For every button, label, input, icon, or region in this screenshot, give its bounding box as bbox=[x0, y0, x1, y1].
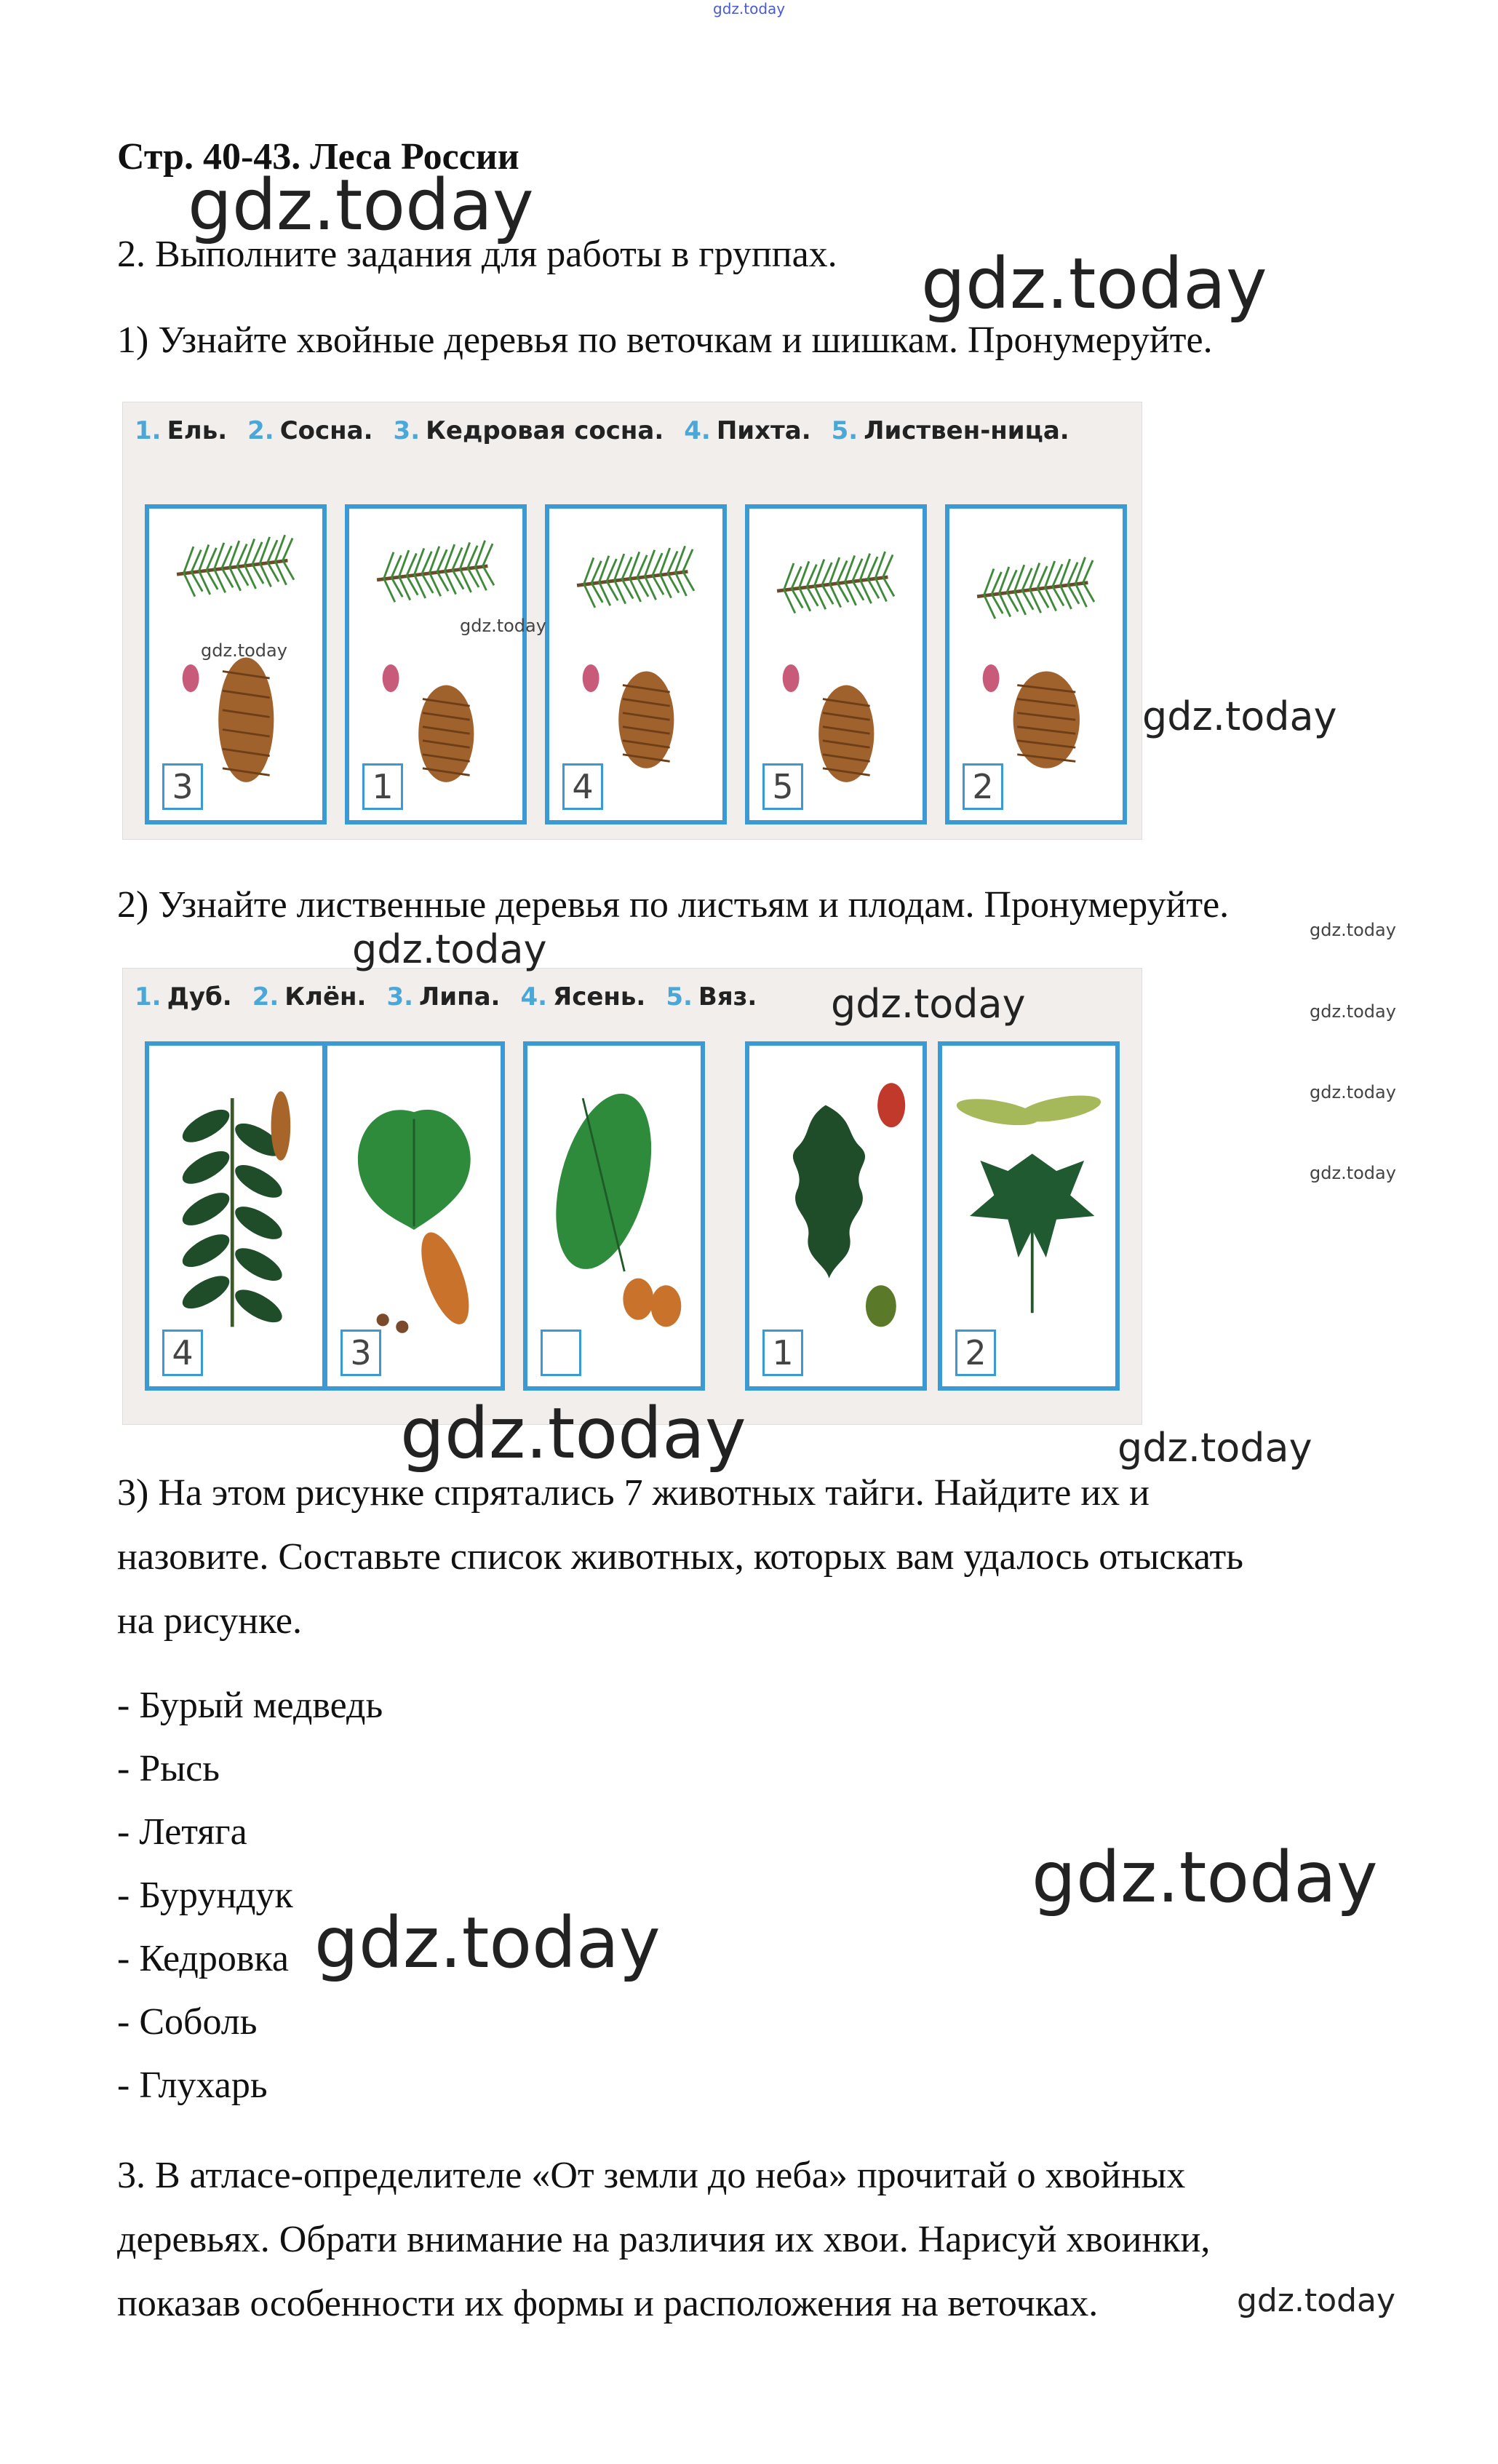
task2-q2: 2) Узнайте лиственные деревья по листьям и плодам. Пронумеруйте. bbox=[117, 884, 1230, 926]
legend-item bbox=[252, 982, 367, 1012]
legend-label: Листвен-ница. bbox=[864, 416, 1069, 445]
branch-icon bbox=[577, 546, 694, 608]
legend-label: Ель. bbox=[167, 416, 228, 445]
conifer-card bbox=[745, 504, 927, 824]
cone-icon bbox=[583, 664, 674, 768]
deciduous-card bbox=[523, 1041, 705, 1391]
watermark: gdz.today bbox=[1117, 1425, 1312, 1471]
task3-line-1: 3. В атласе-определителе «От земли до неба» прочитай о хвойных bbox=[117, 2155, 1186, 2196]
watermark: gdz.today bbox=[314, 1902, 661, 1984]
legend-number: 3. bbox=[393, 416, 421, 445]
legend-item bbox=[135, 982, 232, 1012]
page-title: Стр. 40-43. Леса России bbox=[117, 136, 519, 178]
conifer-figure bbox=[122, 402, 1142, 840]
branch-icon bbox=[977, 557, 1094, 619]
legend-item bbox=[135, 416, 227, 445]
task2-q3-line-3: на рисунке. bbox=[117, 1600, 303, 1642]
card-number-box: 1 bbox=[762, 1330, 803, 1376]
watermark: gdz.today bbox=[1310, 1001, 1396, 1022]
watermark: gdz.today bbox=[1310, 1163, 1396, 1183]
cone-icon bbox=[983, 664, 1080, 768]
list-item: - Кедровка bbox=[117, 1938, 289, 1979]
task3-line-2: деревьях. Обрати внимание на различия их хвои. Нарисуй хвоинки, bbox=[117, 2219, 1211, 2260]
legend-label: Клён. bbox=[284, 982, 367, 1012]
legend-label: Дуб. bbox=[167, 982, 232, 1012]
list-item: - Соболь bbox=[117, 2001, 258, 2043]
list-item: - Рысь bbox=[117, 1748, 220, 1789]
card-number-box: 5 bbox=[762, 763, 803, 810]
legend-number: 4. bbox=[520, 982, 548, 1012]
legend-number: 4. bbox=[684, 416, 711, 445]
legend-label: Ясень. bbox=[553, 982, 646, 1012]
branch-icon bbox=[177, 535, 294, 597]
legend-label: Липа. bbox=[419, 982, 501, 1012]
card-number-box: 2 bbox=[963, 763, 1003, 810]
conifer-card bbox=[545, 504, 727, 824]
card-number-box: 3 bbox=[340, 1330, 381, 1376]
list-item: - Бурый медведь bbox=[117, 1685, 383, 1726]
task3-line-3: показав особенности их формы и расположения на веточках. bbox=[117, 2283, 1099, 2324]
watermark: gdz.today bbox=[921, 243, 1267, 325]
legend-item bbox=[247, 416, 372, 445]
legend-label: Пихта. bbox=[716, 416, 811, 445]
deciduous-card bbox=[745, 1041, 927, 1391]
card-number-box: 4 bbox=[562, 763, 603, 810]
card-number-box: 4 bbox=[162, 1330, 203, 1376]
legend-label: Сосна. bbox=[279, 416, 373, 445]
legend-number: 1. bbox=[135, 416, 162, 445]
branch-icon bbox=[777, 552, 894, 613]
leaf-icon bbox=[793, 1083, 905, 1327]
card-number-box: 3 bbox=[162, 763, 203, 810]
watermark: gdz.today bbox=[352, 926, 547, 972]
conifer-card bbox=[145, 504, 327, 824]
list-item: - Летяга bbox=[117, 1811, 247, 1853]
watermark: gdz.today bbox=[1142, 694, 1337, 739]
task2-intro: 2. Выполните задания для работы в группах. bbox=[117, 234, 837, 275]
conifer-card bbox=[945, 504, 1127, 824]
legend-number: 1. bbox=[135, 982, 162, 1012]
legend-item bbox=[520, 982, 645, 1012]
branch-icon bbox=[377, 541, 494, 603]
list-item: - Бурундук bbox=[117, 1875, 293, 1916]
watermark: gdz.today bbox=[831, 981, 1026, 1027]
legend-number: 3. bbox=[386, 982, 414, 1012]
task2-q1: 1) Узнайте хвойные деревья по веточкам и шишкам. Пронумеруйте. bbox=[117, 319, 1213, 361]
legend-item bbox=[832, 416, 1069, 445]
watermark: gdz.today bbox=[1310, 1082, 1396, 1102]
watermark: gdz.today bbox=[400, 1393, 746, 1474]
watermark: gdz.today bbox=[201, 640, 287, 661]
legend-item bbox=[386, 982, 500, 1012]
task2-q3-line-2: назовите. Составьте список животных, которых вам удалось отыскать bbox=[117, 1536, 1243, 1578]
watermark: gdz.today bbox=[1032, 1837, 1378, 1918]
card-number-box bbox=[541, 1330, 581, 1376]
conifer-card bbox=[345, 504, 527, 824]
legend-number: 2. bbox=[252, 982, 279, 1012]
deciduous-card bbox=[323, 1041, 505, 1391]
legend-label: Вяз. bbox=[698, 982, 757, 1012]
leaf-icon bbox=[178, 1092, 290, 1329]
legend-number: 5. bbox=[831, 416, 858, 445]
list-item: - Глухарь bbox=[117, 2064, 268, 2106]
watermark: gdz.today bbox=[1237, 2282, 1396, 2319]
card-number-box: 1 bbox=[362, 763, 403, 810]
legend-number: 5. bbox=[666, 982, 693, 1012]
watermark: gdz.today bbox=[460, 616, 546, 636]
leaf-icon bbox=[539, 1084, 682, 1327]
legend-label: Кедровая сосна. bbox=[426, 416, 664, 445]
leaf-icon bbox=[955, 1091, 1102, 1314]
leaf-icon bbox=[358, 1110, 479, 1333]
card-number-box: 2 bbox=[955, 1330, 996, 1376]
deciduous-card bbox=[938, 1041, 1120, 1391]
watermark: gdz.today bbox=[1310, 920, 1396, 940]
top-watermark: gdz.today bbox=[713, 0, 786, 17]
conifer-legend bbox=[135, 413, 1130, 449]
watermark: gdz.today bbox=[188, 164, 534, 246]
task2-q3-line-1: 3) На этом рисунке спрятались 7 животных тайги. Найдите их и bbox=[117, 1472, 1150, 1514]
legend-number: 2. bbox=[247, 416, 274, 445]
legend-item bbox=[666, 982, 757, 1012]
deciduous-figure bbox=[122, 968, 1142, 1425]
legend-item bbox=[394, 416, 664, 445]
legend-item bbox=[684, 416, 810, 445]
deciduous-card bbox=[145, 1041, 327, 1391]
